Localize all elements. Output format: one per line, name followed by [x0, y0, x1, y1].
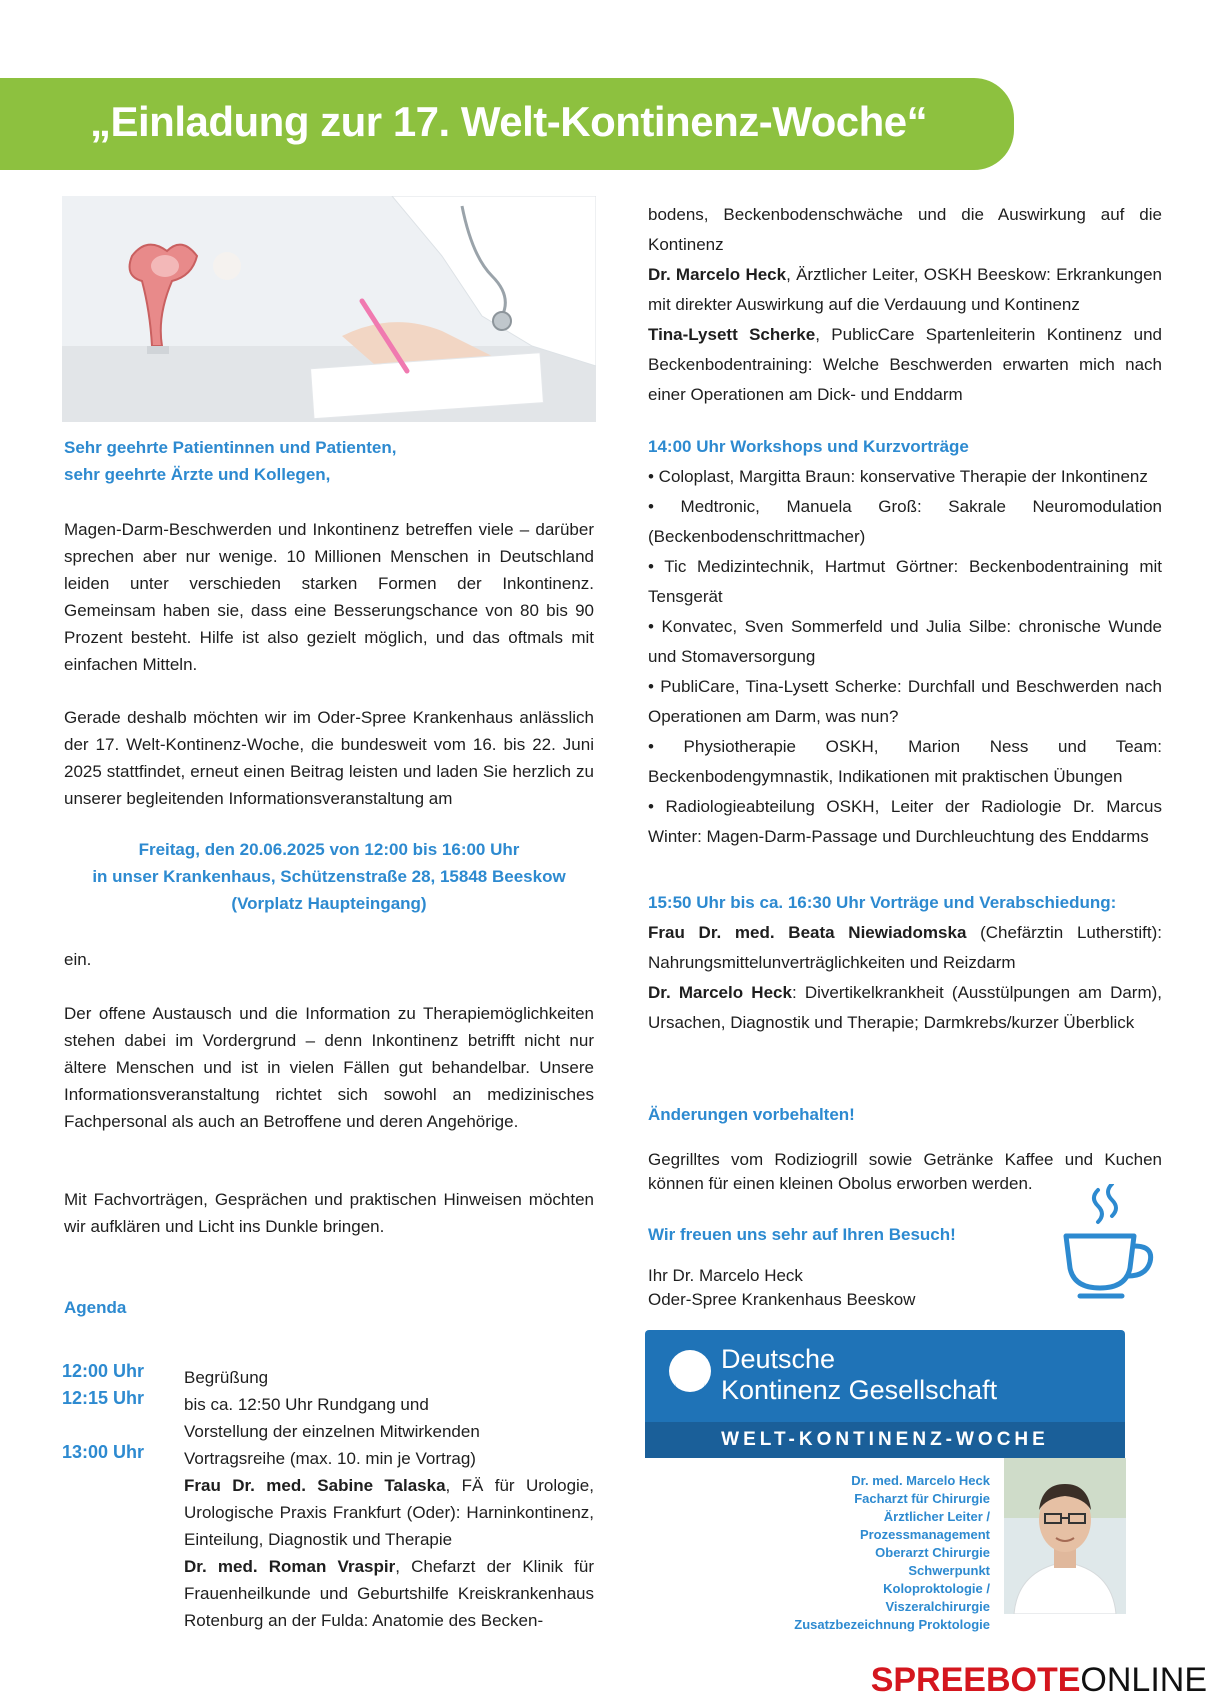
lecture-continuation: bodens, Beckenbodenschwäche und die Auswirkung auf die Kontinenz	[648, 205, 1162, 254]
invitation-ending: ein.	[64, 950, 92, 969]
brand-spreebote: SPREEBOTE	[870, 1661, 1081, 1699]
agenda-text-line: Vorstellung der einzelnen Mitwirkenden	[184, 1422, 480, 1441]
speaker-entry	[648, 260, 1162, 320]
invitation-paragraph: Gerade deshalb möchten wir im Oder-Spree Krankenhaus anlässlich der 17. Welt-Kontinenz-Woche, die bundesweit vom 16. bis 22. Juni 2025 stattfindet, erneut einen Beitrag leisten und laden Sie herzlich zu unserer begleitenden Informationsveranstaltung am	[64, 708, 594, 808]
speaker-entry	[648, 320, 1162, 410]
workshops-heading: 14:00 Uhr Workshops und Kurzvorträge	[648, 437, 969, 456]
page-title: „Einladung zur 17. Welt-Kontinenz-Woche“	[90, 98, 928, 145]
agenda-text-line: Vortragsreihe (max. 10. min je Vortrag)	[184, 1449, 476, 1468]
speaker-topic: (Chefärztin Lutherstift): Nahrungsmittelunverträglichkeiten und Reizdarm	[648, 923, 1163, 972]
credential-line: Oberarzt Chirurgie	[875, 1545, 990, 1560]
brand-online: ONLINE	[1080, 1661, 1207, 1699]
agenda-text	[184, 1391, 594, 1445]
dkg-logo-icon	[669, 1350, 711, 1392]
doctor-credentials	[740, 1472, 990, 1634]
credential-line: Koloproktologie /	[883, 1581, 990, 1596]
header-photo	[62, 196, 596, 422]
workshop-item: • Medtronic, Manuela Groß: Sakrale Neuromodulation (Beckenbodenschrittmacher)	[648, 497, 1162, 546]
workshop-item: • Coloplast, Margitta Braun: konservative Therapie der Inkontinenz	[648, 467, 1148, 486]
agenda-time: 12:15 Uhr	[62, 1388, 145, 1408]
speaker-entry	[648, 978, 1162, 1038]
workshop-item: • PubliCare, Tina-Lysett Scherke: Durchfall und Beschwerden nach Operationen am Darm, was nun?	[648, 677, 1162, 726]
speaker-name: Dr. Marcelo Heck	[648, 983, 792, 1002]
changes-notice: Änderungen vorbehalten!	[648, 1105, 855, 1124]
dkg-logo-text	[721, 1344, 997, 1406]
agenda-text-line: bis ca. 12:50 Uhr Rundgang und	[184, 1395, 429, 1414]
speaker-name: Tina-Lysett Scherke	[648, 325, 816, 344]
salutation-line-2: sehr geehrte Ärzte und Kollegen,	[64, 465, 331, 484]
workshops-list	[648, 462, 1162, 852]
salutation-line-1: Sehr geehrte Patientinnen und Patienten,	[64, 438, 397, 457]
dkg-logo-line-2: Kontinenz Gesellschaft	[721, 1375, 998, 1405]
speaker-topic: , Chefarzt der Klinik für Frauenheilkunde und Geburtshilfe Kreiskrankenhaus Rotenburg an der Fulda: Anatomie des Becken-	[184, 1557, 594, 1630]
event-location: in unser Krankenhaus, Schützenstraße 28, 15848 Beeskow	[92, 867, 566, 886]
speaker-topic: , Ärztlicher Leiter, OSKH Beeskow: Erkrankungen mit direkter Auswirkung auf die Verdauung und Kontinenz	[648, 265, 1162, 314]
catering-note: Gegrilltes vom Rodiziogrill sowie Getränke Kaffee und Kuchen können für einen kleinen Obolus erworben werden.	[648, 1150, 1162, 1193]
speaker-name: Frau Dr. med. Beata Niewiadomska	[648, 923, 967, 942]
agenda-text	[184, 1445, 594, 1634]
credential-line: Viszeralchirurgie	[885, 1599, 990, 1614]
event-date: Freitag, den 20.06.2025 von 12:00 bis 16:00 Uhr	[138, 840, 520, 859]
dkg-logo-line-1: Deutsche	[721, 1344, 836, 1374]
agenda-time: 12:00 Uhr	[62, 1361, 145, 1381]
title-banner	[0, 78, 1014, 170]
coffee-cup-icon	[1058, 1184, 1158, 1300]
workshop-item: • Tic Medizintechnik, Hartmut Görtner: Beckenbodentraining mit Tensgerät	[648, 557, 1162, 606]
footer-brand	[871, 1662, 1207, 1698]
right-lectures	[648, 200, 1162, 410]
lectures-paragraph: Mit Fachvorträgen, Gesprächen und praktischen Hinweisen möchten wir aufklären und Licht ins Dunkle bringen.	[64, 1190, 594, 1236]
doctor-portrait	[1004, 1458, 1126, 1614]
speaker-name: Frau Dr. med. Sabine Talaska	[184, 1476, 446, 1495]
dkg-logo	[645, 1330, 1125, 1458]
welcome-note: Wir freuen uns sehr auf Ihren Besuch!	[648, 1225, 956, 1244]
event-details	[64, 836, 594, 917]
speaker-name: Dr. Marcelo Heck	[648, 265, 787, 284]
speaker-topic: : Divertikelkrankheit (Ausstülpungen am Darm), Ursachen, Diagnostik und Therapie; Darmkrebs/kurzer Überblick	[648, 983, 1163, 1032]
credential-line: Prozessmanagement	[859, 1527, 990, 1542]
workshop-item: • Physiotherapie OSKH, Marion Ness und Team: Beckenbodengymnastik, Indikationen mit praktischen Übungen	[648, 737, 1162, 786]
intro-paragraph: Magen-Darm-Beschwerden und Inkontinenz betreffen viele – darüber sprechen aber nur wenige. 10 Millionen Menschen in Deutschland leiden unter verschieden starken Formen der Inkontinenz. Gemeinsam haben sie, dass eine Besserungschance von 80 bis 90 Prozent besteht. Hilfe ist also gezielt möglich, und das oftmals mit einfachen Mitteln.	[64, 520, 594, 674]
signature-name: Ihr Dr. Marcelo Heck	[648, 1266, 803, 1285]
speaker-topic: , PublicCare Spartenleiterin Kontinenz und Beckenbodentraining: Welche Beschwerden erwarten mich nach einer Operationen am Dick- und Enddarm	[648, 325, 1162, 404]
workshop-item: • Radiologieabteilung OSKH, Leiter der Radiologie Dr. Marcus Winter: Magen-Darm-Passage und Durchleuchtung des Enddarms	[648, 797, 1162, 846]
workshop-item: • Konvatec, Sven Sommerfeld und Julia Silbe: chronische Wunde und Stomaversorgung	[648, 617, 1162, 666]
doctor-writing-illustration	[62, 196, 596, 422]
agenda-time: 13:00 Uhr	[62, 1442, 145, 1462]
agenda-heading: Agenda	[64, 1298, 127, 1317]
credential-line: Ärztlicher Leiter /	[883, 1509, 990, 1524]
speaker-entry	[184, 1472, 594, 1553]
credential-line: Dr. med. Marcelo Heck	[851, 1473, 990, 1488]
salutation	[64, 434, 594, 488]
doctor-portrait-illustration	[1004, 1458, 1126, 1614]
credential-line: Schwerpunkt	[908, 1563, 990, 1578]
exchange-paragraph: Der offene Austausch und die Information zu Therapiemöglichkeiten stehen dabei im Vordergrund – denn Inkontinenz betrifft nicht nur ältere Menschen und ist in vielen Fällen gut behandelbar. Unsere Informationsveranstaltung richtet sich sowohl an medizinisches Fachpersonal als auch an Betroffene und deren Angehörige.	[64, 1004, 594, 1131]
speaker-topic: , FÄ für Urologie, Urologische Praxis Frankfurt (Oder): Harninkontinenz, Einteilung, Diagnostik und Therapie	[184, 1476, 594, 1549]
closing-heading: 15:50 Uhr bis ca. 16:30 Uhr Vorträge und Verabschiedung:	[648, 893, 1117, 912]
credential-line: Zusatzbezeichnung Proktologie	[794, 1617, 990, 1632]
speaker-name: Dr. med. Roman Vraspir	[184, 1557, 396, 1576]
agenda-text: Begrüßung	[184, 1368, 269, 1387]
dkg-logo-bar: WELT-KONTINENZ-WOCHE	[645, 1422, 1125, 1458]
speaker-entry	[648, 918, 1162, 978]
credential-line: Facharzt für Chirurgie	[854, 1491, 990, 1506]
signature-institution: Oder-Spree Krankenhaus Beeskow	[648, 1290, 916, 1309]
closing-lectures	[648, 918, 1162, 1038]
speaker-entry	[184, 1553, 594, 1634]
event-place: (Vorplatz Haupteingang)	[231, 894, 427, 913]
